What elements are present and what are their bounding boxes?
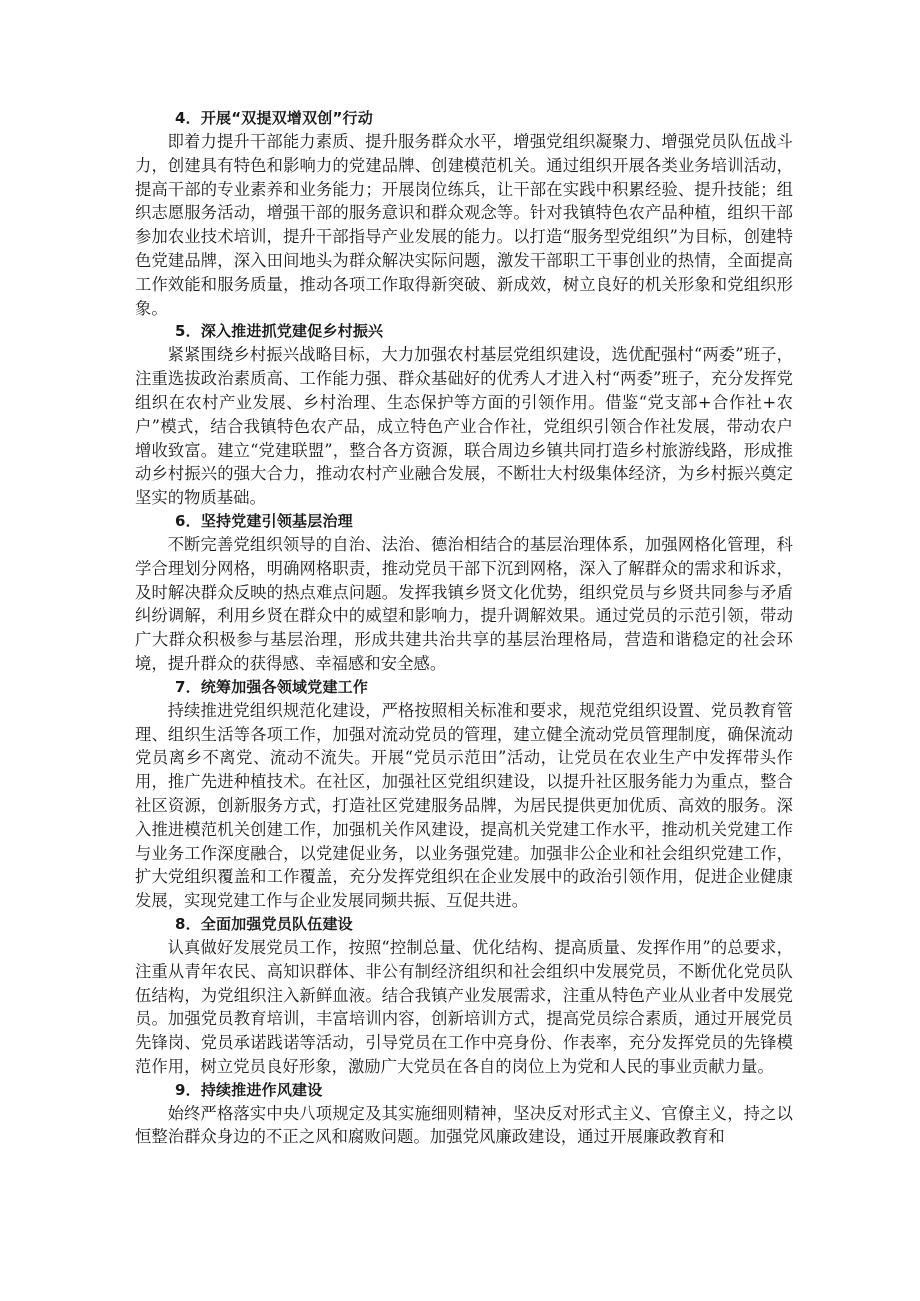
section-heading-4: 4．开展“双提双增双创”行动 xyxy=(175,109,373,127)
section-heading-6: 6．坚持党建引领基层治理 xyxy=(175,511,353,530)
document-body xyxy=(135,107,793,1149)
section-paragraph-4: 即着力提升干部能力素质、提升服务群众水平，增强党组织凝聚力、增强党员队伍战斗力，创建具有特色和影响力的党建品牌、创建模范机关。通过组织开展各类业务培训活动，提高干部的专业素养和业务能力；开展岗位练兵，让干部在实践中积累经验、提升技能；组织志愿服务活动，增强干部的服务意识和群众观念等。针对我镇特色农产品种植，组织干部参加农业技术培训，提升干部指导产业发展的能力。以打造“服务型党组织”为目标，创建特色党建品牌，深入田间地头为群众解决实际问题，激发干部职工干事创业的热情，全面提高工作效能和服务质量，推动各项工作取得新突破、新成效，树立良好的机关形象和党组织形象。 xyxy=(135,132,793,318)
section-heading-7: 7．统筹加强各领域党建工作 xyxy=(175,677,369,696)
section-paragraph-8: 认真做好发展党员工作，按照“控制总量、优化结构、提高质量、发挥作用”的总要求，注重从青年农民、高知识群体、非公有制经济组织和社会组织中发展党员，不断优化党员队伍结构，为党组织注入新鲜血液。结合我镇产业发展需求，注重从特色产业从业者中发展党员。加强党员教育培训，丰富培训内容，创新培训方式，提高党员综合素质，通过开展党员先锋岗、党员承诺践诺等活动，引导党员在工作中亮身份、作表率，充分发挥党员的先锋模范作用，树立党员良好形象，激励广大党员在各自的岗位上为党和人民的事业贡献力量。 xyxy=(135,937,793,1076)
section-paragraph-5: 紧紧围绕乡村振兴战略目标，大力加强农村基层党组织建设，选优配强村“两委”班子，注重选拔政治素质高、工作能力强、群众基础好的优秀人才进入村“两委”班子，充分发挥党组织在农村产业发展、乡村治理、生态保护等方面的引领作用。借鉴“党支部+合作社+农户”模式，结合我镇特色农产品，成立特色产业合作社，党组织引领合作社发展，带动农户增收致富。建立“党建联盟”，整合各方资源，联合周边乡镇共同打造乡村旅游线路，形成推动乡村振兴的强大合力，推动农村产业融合发展，不断壮大村级集体经济，为乡村振兴奠定坚实的物质基础。 xyxy=(135,345,793,508)
section-heading-5: 5．深入推进抓党建促乡村振兴 xyxy=(175,322,384,341)
section-heading-8: 8．全面加强党员队伍建设 xyxy=(175,914,353,933)
section-paragraph-9: 始终严格落实中央八项规定及其实施细则精神，坚决反对形式主义、官僚主义，持之以恒整治群众身边的不正之风和腐败问题。加强党风廉政建设，通过开展廉政教育和 xyxy=(135,1103,793,1147)
section-paragraph-6: 不断完善党组织领导的自治、法治、德治相结合的基层治理体系，加强网格化管理，科学合理划分网格，明确网格职责，推动党员干部下沉到网格，深入了解群众的需求和诉求，及时解决群众反映的热点难点问题。发挥我镇乡贤文化优势，组织党员与乡贤共同参与矛盾纠纷调解，利用乡贤在群众中的威望和影响力，提升调解效果。通过党员的示范引领，带动广大群众积极参与基层治理，形成共建共治共享的基层治理格局，营造和谐稳定的社会环境，提升群众的获得感、幸福感和安全感。 xyxy=(135,534,793,673)
section-heading-9: 9．持续推进作风建设 xyxy=(175,1080,323,1099)
section-paragraph-7: 持续推进党组织规范化建设，严格按照相关标准和要求，规范党组织设置、党员教育管理、组织生活等各项工作，加强对流动党员的管理，建立健全流动党员管理制度，确保流动党员离乡不离党、流动不流失。开展“党员示范田”活动，让党员在农业生产中发挥带头作用，推广先进种植技术。在社区，加强社区党组织建设，以提升社区服务能力为重点，整合社区资源，创新服务方式，打造社区党建服务品牌，为居民提供更加优质、高效的服务。深入推进模范机关创建工作，加强机关作风建设，提高机关党建工作水平，推动机关党建工作与业务工作深度融合，以党建促业务，以业务强党建。加强非公企业和社会组织党建工作，扩大党组织覆盖和工作覆盖，充分发挥党组织在企业发展中的政治引领作用，促进企业健康发展，实现党建工作与企业发展同频共振、互促共进。 xyxy=(135,700,793,911)
